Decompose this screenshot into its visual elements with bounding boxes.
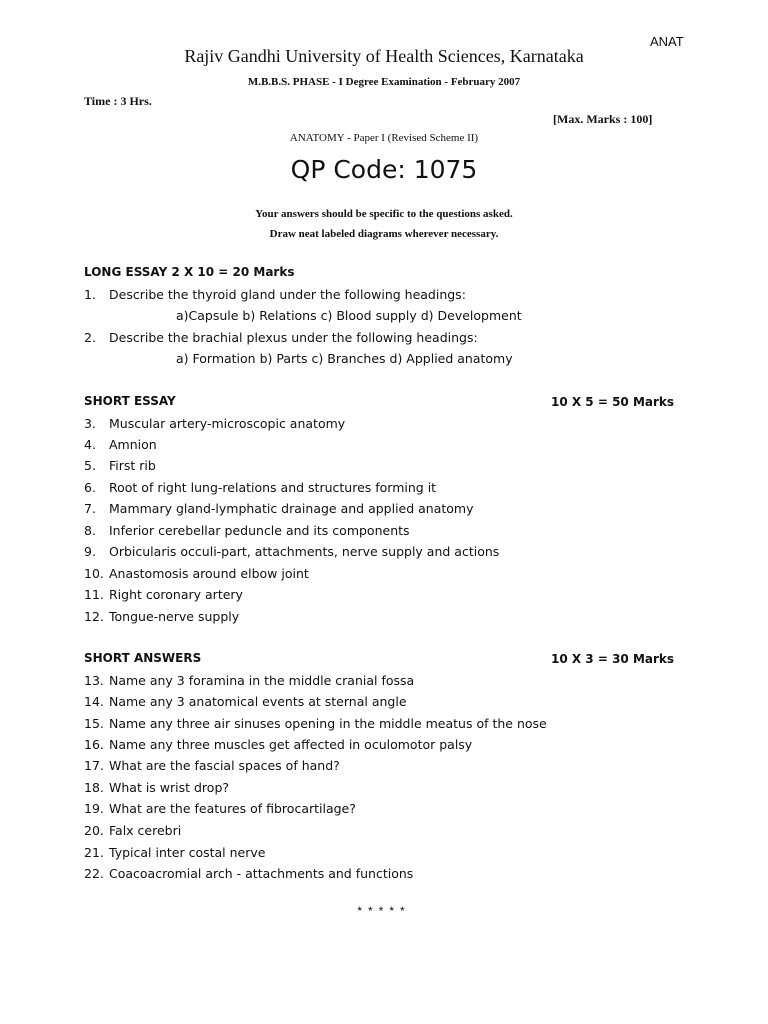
question-22 xyxy=(84,866,413,881)
question-10 xyxy=(84,566,309,581)
long-essay-heading: LONG ESSAY 2 X 10 = 20 Marks xyxy=(84,265,295,279)
question-6 xyxy=(84,480,436,495)
question-text: First rib xyxy=(109,458,156,473)
question-number: 2. xyxy=(84,330,96,345)
question-text: Right coronary artery xyxy=(109,587,243,602)
paper-title: ANATOMY - Paper I (Revised Scheme II) xyxy=(289,132,479,144)
qp-code: QP Code: 1075 xyxy=(290,155,478,184)
max-marks: [Max. Marks : 100] xyxy=(553,112,653,126)
question-text: Muscular artery-microscopic anatomy xyxy=(109,416,346,431)
question-text: Name any 3 foramina in the middle cranial fossa xyxy=(109,673,415,688)
question-text: What is wrist drop? xyxy=(109,780,230,795)
instruction-diagrams: Draw neat labeled diagrams wherever necessary. xyxy=(269,228,499,240)
question-3 xyxy=(84,416,345,431)
question-21 xyxy=(84,845,265,860)
question-17 xyxy=(84,758,340,773)
question-text: Tongue-nerve supply xyxy=(109,609,240,624)
question-number: 19. xyxy=(84,801,104,816)
subject-code-tag: ANAT xyxy=(650,34,684,49)
question-16 xyxy=(84,737,472,752)
question-12 xyxy=(84,609,239,624)
short-answers-heading: SHORT ANSWERS xyxy=(84,651,202,665)
question-2 xyxy=(84,330,478,345)
question-number: 14. xyxy=(84,694,104,709)
question-1 xyxy=(84,287,466,302)
question-11 xyxy=(84,587,243,602)
question-number: 21. xyxy=(84,845,104,860)
exam-duration: Time : 3 Hrs. xyxy=(84,94,152,108)
question-number: 8. xyxy=(84,523,96,538)
question-4 xyxy=(84,437,157,452)
exam-title: M.B.B.S. PHASE - I Degree Examination - February 2007 xyxy=(247,76,521,88)
question-number: 12. xyxy=(84,609,104,624)
question-number: 7. xyxy=(84,501,96,516)
question-8 xyxy=(84,523,410,538)
question-number: 16. xyxy=(84,737,104,752)
question-number: 9. xyxy=(84,544,96,559)
question-number: 5. xyxy=(84,458,96,473)
question-number: 3. xyxy=(84,416,96,431)
question-text: Falx cerebri xyxy=(109,823,182,838)
question-text: Name any 3 anatomical events at sternal angle xyxy=(109,694,407,709)
question-text: Describe the thyroid gland under the following headings: xyxy=(109,287,466,302)
question-19 xyxy=(84,801,356,816)
question-2-subheadings: a) Formation b) Parts c) Branches d) Applied anatomy xyxy=(176,351,513,366)
question-number: 17. xyxy=(84,758,104,773)
question-text: What are the fascial spaces of hand? xyxy=(109,758,340,773)
question-1-subheadings: a)Capsule b) Relations c) Blood supply d) Development xyxy=(176,308,522,323)
short-essay-heading: SHORT ESSAY xyxy=(84,394,176,408)
question-number: 10. xyxy=(84,566,104,581)
question-5 xyxy=(84,458,156,473)
question-text: Root of right lung-relations and structures forming it xyxy=(109,480,437,495)
question-number: 20. xyxy=(84,823,104,838)
short-answers-marks: 10 X 3 = 30 Marks xyxy=(551,652,675,666)
question-text: Name any three air sinuses opening in the middle meatus of the nose xyxy=(109,716,547,731)
end-of-paper-marker: ***** xyxy=(357,904,411,918)
instruction-specific: Your answers should be specific to the questions asked. xyxy=(255,208,513,220)
question-15 xyxy=(84,716,547,731)
question-text: Coacoacromial arch - attachments and functions xyxy=(109,866,414,881)
question-text: What are the features of fibrocartilage? xyxy=(109,801,356,816)
question-text: Inferior cerebellar peduncle and its components xyxy=(109,523,410,538)
question-13 xyxy=(84,673,414,688)
university-title: Rajiv Gandhi University of Health Sciences, Karnataka xyxy=(184,46,584,66)
question-7 xyxy=(84,501,474,516)
question-text: Describe the brachial plexus under the following headings: xyxy=(109,330,478,345)
short-essay-marks: 10 X 5 = 50 Marks xyxy=(551,395,675,409)
question-text: Mammary gland-lymphatic drainage and applied anatomy xyxy=(109,501,474,516)
question-9 xyxy=(84,544,499,559)
question-14 xyxy=(84,694,407,709)
question-number: 1. xyxy=(84,287,96,302)
question-text: Name any three muscles get affected in oculomotor palsy xyxy=(109,737,473,752)
question-number: 6. xyxy=(84,480,96,495)
question-number: 13. xyxy=(84,673,104,688)
question-text: Orbicularis occuli-part, attachments, nerve supply and actions xyxy=(109,544,500,559)
question-20 xyxy=(84,823,181,838)
question-18 xyxy=(84,780,229,795)
question-text: Typical inter costal nerve xyxy=(109,845,266,860)
question-text: Amnion xyxy=(109,437,157,452)
question-number: 22. xyxy=(84,866,104,881)
question-text: Anastomosis around elbow joint xyxy=(109,566,309,581)
question-number: 15. xyxy=(84,716,104,731)
question-number: 4. xyxy=(84,437,96,452)
question-number: 18. xyxy=(84,780,104,795)
question-number: 11. xyxy=(84,587,104,602)
